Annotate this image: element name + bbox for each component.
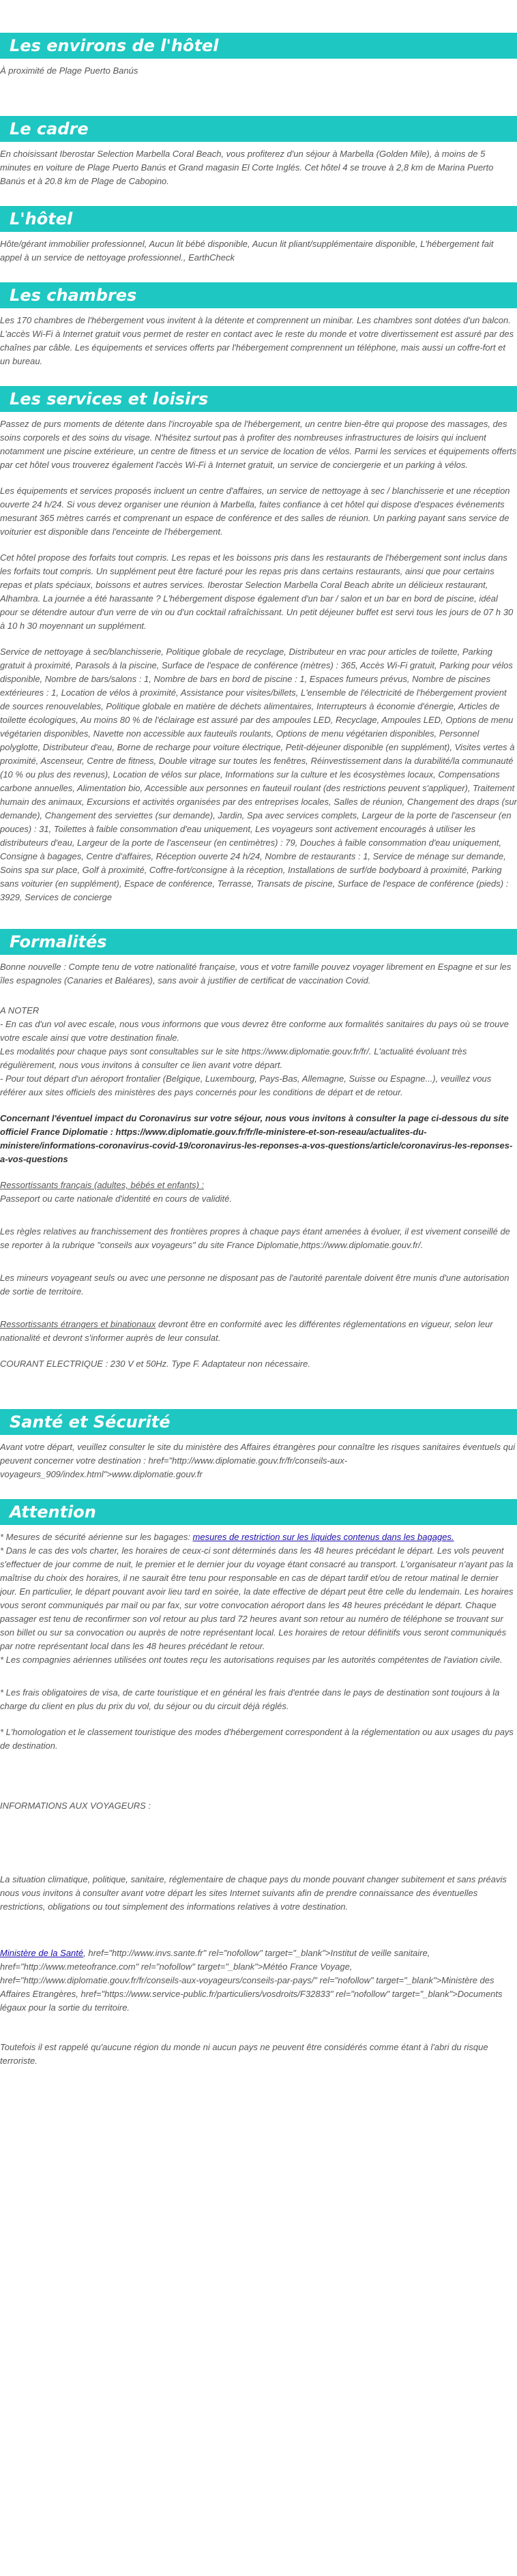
french-nationals-title: Ressortissants français (adultes, bébés et enfants) : [0,1180,205,1190]
visa-fees-text: * Les frais obligatoires de visa, de carte touristique et en général les frais d'entrée dans le pays de destination sont toujours à la charge du client en plus du prix du vol, du séjour ou du circuit déjà réglés. [0,1687,500,1711]
accommodation-rating-text: * L'homologation et le classement touristique des modes d'hébergement correspondent à la réglementation ou aux usages du pays de destination. [0,1727,514,1751]
foreign-nationals-paragraph [0,1312,517,1345]
services-text-2: Les équipements et services proposés incluent un centre d'affaires, un service de nettoyage à sec / blanchisserie et une réception ouverte 24 h/24. Si vous devez organiser une réunion à Marbella, faites confiance à cet hôtel qui dispose d'espaces événements mesurant 365 mètres carrés et comprenant un espace de conférence et des salles de réunion. Un parking payant sans service de voiturier est disponible dans l'enceinte de l'hébergement. [0,486,510,537]
hotel-info-page [0,33,517,2068]
services-amenities-list: Service de nettoyage à sec/blanchisserie, Politique globale de recyclage, Distributeur en vrac pour articles de toilette, Parking gratuit à proximité, Parasols à la piscine, Surface de l'espace de conférence (mètres) : 365, Accès Wi-Fi gratuit, Parking pour vélos disponible, Nombre de bars/salons : 1, Nombre de bars en bord de piscine : 1, Espaces fumeurs prévus, Nombre de piscines extérieures : 1, Location de vélos à proximité, Assistance pour visites/billets, L'ensemble de l'électricité de l'hébergement provient de sources renouvelables, Politique globale en matière de déchets alimentaires, Interrupteurs à économie d'énergie, Articles de toilette écologiques, Au moins 80 % de l'éclairage est assuré par des ampoules LED, Recyclage, Ampoules LED, Options de menu végétarien disponibles, Navette non accessible aux fauteuils roulants, Options de menu végétarien disponibles, Personnel polyglotte, Distributeur d'eau, Borne de recharge pour voiture électrique, Petit-déjeuner disponible (en supplément), Visites vertes à proximité, Ascenseur, Centre de fitness, Double vitrage sur toutes les fenêtres, Réinvestissement dans la durabilité/la communauté (10 % ou plus des revenus), Location de vélos sur place, Informations sur la culture et les écosystèmes locaux, Compensations carbone annuelles, Alimentation bio, Accessible aux personnes en fauteuil roulant (des restrictions peuvent s'appliquer), Traitement humain des animaux, Excursions et activités organisées par des entreprises locales, Salles de réunion, Changement des draps (sur demande), Changement des serviettes (sur demande), Jardin, Spa avec services complets, Largeur de la porte de l'ascenseur (en pouces) : 31, Toilettes à faible consommation d'eau uniquement, Les voyageurs sont activement encouragés à utiliser les distributeurs d'eau, Largeur de la porte de l'ascenseur (en centimètres) : 79, Douches à faible consommation d'eau uniquement, Consigne à bagages, Centre d'affaires, Réception ouverte 24 h/24, Nombre de restaurants : 1, Service de ménage sur demande, Soins spa sur place, Golf à proximité, Coffre-fort/consigne à la réception, Installations de surf/de bodyboard à proximité, Parking sans voiturier (en supplément), Espace de conférence, Terrasse, Transats de piscine, Surface de l'espace de conférence (pieds) : 3929, Services de concierge [0,647,517,902]
airlines-text: * Les compagnies aériennes utilisées ont toutes reçu les autorisations requises par les autorités compétentes de l'aviation civile. [0,1655,503,1665]
attention-security-paragraph [0,1525,517,1544]
health-ministry-link[interactable]: Ministère de la Santé [0,1948,84,1958]
note-2: Les modalités pour chaque pays sont consultables sur le site https://www.diplomatie.gouv.fr/fr/. L'actualité évoluant très régulièrement, nous vous invitons à consulter ce lien avant votre départ. [0,1046,467,1070]
french-nationals-text: Passeport ou carte nationale d'identité en cours de validité. [0,1194,232,1204]
attention-heading: Attention [0,1499,517,1525]
environs-heading: Les environs de l'hôtel [0,33,517,59]
coronavirus-info: Concernant l'éventuel impact du Coronavirus sur votre séjour, nous vous invitons à consulter la page ci-dessous du site officiel France Diplomatie : https://www.diplomatie.gouv.fr/fr/le-ministere-et-son-reseau/actualites-du-ministere/informations-coronavirus-covid-19/coronavirus-les-reponses-a-vos-questions/article/coronavirus-les-reponses-a-vos-questions [0,1113,513,1164]
foreign-nationals-title: Ressortissants étrangers et binationaux [0,1319,156,1329]
border-rules-text: Les règles relatives au franchissement des frontières propres à chaque pays étant amenées à évoluer, il est vivement conseillé de se reporter à la rubrique "conseils aux voyageurs" du site France Diplomatie,https://www.diplomatie.gouv.fr/. [0,1226,510,1250]
hotel-heading: L'hôtel [0,206,517,232]
formalites-heading: Formalités [0,929,517,955]
minors-text: Les mineurs voyageant seuls ou avec une personne ne disposant pas de l'autorité parentale doivent être munis d'une autorisation de sortie de territoire. [0,1273,509,1297]
terrorism-risk-text: Toutefois il est rappelé qu'aucune région du monde ni aucun pays ne peuvent être considérés comme étant à l'abri du risque terroriste. [0,2042,488,2066]
cadre-text: En choisissant Iberostar Selection Marbella Coral Beach, vous profiterez d'un séjour à Marbella (Golden Mile), à moins de 5 minutes en voiture de Plage Puerto Banús et Grand magasin El Corte Inglés. Cet hôtel 4 se trouve à 2,8 km de Marina Puerto Banús et à 20.8 km de Plage de Cabopino. [0,149,494,186]
situation-text: La situation climatique, politique, sanitaire, réglementaire de chaque pays du monde pouvant changer subitement et sans préavis nous vous invitons à consulter avant votre départ les sites Internet suivants afin de prendre connaissance des éventuelles restrictions, obligations ou tout simplement des informations relatives à votre destination. [0,1874,507,1912]
travellers-info-title: INFORMATIONS AUX VOYAGEURS : [0,1801,151,1811]
chambres-heading: Les chambres [0,282,517,308]
services-heading: Les services et loisirs [0,386,517,412]
sante-heading: Santé et Sécurité [0,1409,517,1435]
foreign-nationals-text: devront être en conformité avec les différentes réglementations en vigueur, selon leur nationalité et devront s'informer auprès de leur consulat. [0,1319,493,1343]
charter-flights-text: * Dans le cas des vols charter, les horaires de ceux-ci sont déterminés dans les 48 heures précédant le départ. Les vols peuvent s'effectuer de jour comme de nuit, le premier et le dernier jour du voyage étant consacré au transport. L'organisateur n'ayant pas la maîtrise du choix des horaires, il ne saurait être tenu pour responsable en cas de départ tardif et/ou de retour matinal le dernier jour. En particulier, le départ pouvant avoir lieu tard en soirée, la date effective de départ peut être celle du lendemain. Les horaires vous seront communiqués par mail ou par fax, sur votre convocation aéroport dans les 48 heures précédant le départ. Chaque passager est tenu de reconfirmer son vol retour au plus tard 72 heures avant son retour au numéro de téléphone se trouvant sur son billet ou sur sa convocation ou auprès de notre représentant local. Les horaires de retour définitifs vous seront communiqués par notre représentant local dans les 48 heures précédant le retour. [0,1545,514,1651]
services-text-3: Cet hôtel propose des forfaits tout compris. Les repas et les boissons pris dans les restaurants de l'hébergement sont inclus dans les forfaits tout compris. Un supplément peut être facturé pour les repas pris dans certains restaurants, ainsi que pour certains repas et plats spéciaux, boissons et autres services. Iberostar Selection Marbella Coral Beach abrite un délicieux restaurant, Alhambra. La journée a été harassante ? L'hébergement dispose également d'un bar / salon et un bar en bord de piscine, idéal pour se détendre autour d'un verre de vin ou d'un cocktail rafraîchissant. Un petit déjeuner buffet est servi tous les jours de 07 h 30 à 10 h 30 moyennant un supplément. [0,552,514,631]
useful-links-paragraph [0,1941,517,2015]
electric-current-text: COURANT ELECTRIQUE : 230 V et 50Hz. Type F. Adaptateur non nécessaire. [0,1359,310,1369]
useful-links-text: , href="http://www.invs.sante.fr" rel="nofollow" target="_blank">Institut de veille sanitaire, href="http://www.meteofrance.com" rel="nofollow" target="_blank">Météo France Voyage, href="http://www.diplomatie.gouv.fr/fr/conseils-aux-voyageurs/conseils-par-pays/" rel="nofollow" target="_blank">Ministère des Affaires Etrangères, href="https://www.service-public.fr/particuliers/vosdroits/F32833" rel="nofollow" target="_blank">Documents légaux pour la sortie du territoire. [0,1948,503,2013]
cadre-heading: Le cadre [0,116,517,142]
formalites-text-1: Bonne nouvelle : Compte tenu de votre nationalité française, vous et votre famille pouvez voyager librement en Espagne et sur les îles espagnoles (Canaries et Baléares), sans avoir à justifier de certificat de vaccination Covid. [0,962,512,986]
chambres-text: Les 170 chambres de l'hébergement vous invitent à la détente et comprennent un minibar. Les chambres sont dotées d'un balcon. L'accès Wi-Fi à Internet gratuit vous permet de rester en contact avec le reste du monde et votre divertissement est assuré par des chaînes par câble. Les équipements et services offerts par l'hébergement comprennent un téléphone, mais aussi un coffre-fort et un bureau. [0,315,514,366]
note-title: A NOTER [0,1005,40,1016]
note-3: - Pour tout départ d'un aéroport frontalier (Belgique, Luxembourg, Pays-Bas, Allemagne, Suisse ou Espagne...), veuillez vous référer aux sites officiels des ministères des pays concernés pour les conditions de départ et de retour. [0,1074,492,1097]
liquids-restriction-link[interactable]: mesures de restriction sur les liquides contenus dans les bagages. [192,1532,454,1542]
services-text-1: Passez de purs moments de détente dans l'incroyable spa de l'hébergement, un centre bien-être qui propose des massages, des soins corporels et des soins du visage. N'hésitez surtout pas à profiter des nombreuses infrastructures de loisirs qui incluent notamment une piscine extérieure, un centre de fitness et un service de location de vélos. Parmi les services et équipements offerts par cet hôtel vous trouverez également l'accès Wi-Fi à Internet gratuit, un service de conciergerie et un parking à vélos. [0,419,517,470]
attention-security-prefix: * Mesures de sécurité aérienne sur les bagages: [0,1532,193,1542]
sante-text: Avant votre départ, veuillez consulter le site du ministère des Affaires étrangères pour connaître les risques sanitaires éventuels qui peuvent concerner votre destination : href="http://www.diplomatie.gouv.fr/fr/conseils-aux-voyageurs_909/index.html">www.diplomatie.gouv.fr [0,1442,516,1479]
hotel-text: Hôte/gérant immobilier professionnel, Aucun lit bébé disponible, Aucun lit pliant/supplémentaire disponible, L'hébergement fait appel à un service de nettoyage professionnel., EarthCheck [0,239,494,263]
note-1: - En cas d'un vol avec escale, nous vous informons que vous devrez être conforme aux formalités sanitaires du pays où se trouve votre escale ainsi que votre destination finale. [0,1019,509,1043]
environs-text: À proximité de Plage Puerto Banús [0,65,138,76]
